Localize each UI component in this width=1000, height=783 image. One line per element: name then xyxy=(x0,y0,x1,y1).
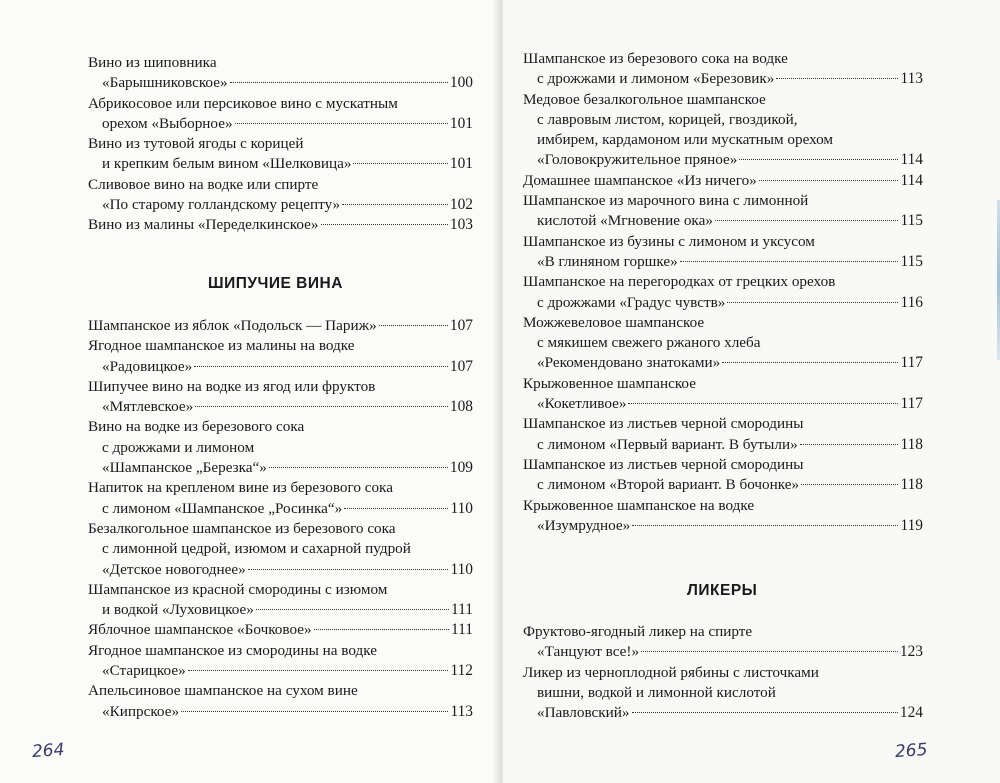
toc-entry-final-line xyxy=(88,154,473,174)
toc-page-number: 101 xyxy=(449,114,473,132)
toc-entry-line: Шампанское из красной смородины с изюмом xyxy=(88,580,388,598)
toc-page-number: 100 xyxy=(449,74,473,92)
toc-page-number: 114 xyxy=(900,151,923,169)
toc-page-number: 112 xyxy=(450,662,473,680)
left-toc-bottom xyxy=(88,316,473,722)
toc-entry-title: «Кокетливое» xyxy=(537,395,627,413)
toc-page-number: 113 xyxy=(900,70,923,88)
toc-page-number: 115 xyxy=(900,252,923,270)
toc-page-number: 110 xyxy=(450,499,473,517)
toc-entry-line: Шампанское из березового сока на водке xyxy=(523,50,788,67)
toc-entry[interactable] xyxy=(88,316,473,336)
toc-entry-line: Ликер из черноплодной рябины с листочками xyxy=(523,663,819,681)
toc-entry-title: «Танцуют все!» xyxy=(537,643,640,661)
toc-entry-line: Безалкогольное шампанское из березового сока xyxy=(88,519,396,537)
toc-entry[interactable] xyxy=(88,519,473,580)
toc-entry-title: «Барышниковское» xyxy=(102,74,228,92)
toc-entry-final-line xyxy=(523,642,923,662)
toc-entry-final-line xyxy=(523,252,923,272)
dot-leader xyxy=(314,629,449,630)
toc-entry-final-line xyxy=(88,702,473,722)
toc-entry-title: «Шампанское „Березка“» xyxy=(102,459,267,477)
toc-entry-final-line xyxy=(88,397,473,417)
right-section-title: ЛИКЕРЫ xyxy=(687,582,758,599)
toc-entry-title: и крепким белым вином «Шелковица» xyxy=(102,155,352,173)
dot-leader xyxy=(256,609,449,610)
toc-entry-line: с дрожжами и лимоном xyxy=(102,438,255,456)
toc-page-number: 115 xyxy=(900,212,923,230)
toc-entry-title: с дрожжами и лимоном «Березовик» xyxy=(537,70,775,88)
toc-entry-line: имбирем, кардамоном или мускатным орехом xyxy=(537,131,834,149)
toc-page-number: 111 xyxy=(451,601,473,619)
toc-entry[interactable] xyxy=(88,175,473,216)
toc-entry[interactable] xyxy=(523,171,923,191)
toc-entry[interactable] xyxy=(523,313,923,374)
toc-entry-line: Сливовое вино на водке или спирте xyxy=(88,175,319,193)
toc-entry-line: Шипучее вино на водке из ягод или фруктов xyxy=(88,377,376,395)
toc-page-number: 109 xyxy=(449,459,473,477)
dot-leader xyxy=(715,220,899,221)
dot-leader xyxy=(776,78,898,79)
toc-entry-title: «В глиняном горшке» xyxy=(537,252,678,270)
toc-entry-line: Шампанское из марочного вина с лимонной xyxy=(523,192,809,210)
toc-entry-final-line xyxy=(523,353,923,373)
toc-page-number: 119 xyxy=(900,516,923,534)
toc-entry[interactable] xyxy=(523,272,923,313)
toc-entry-title: и водкой «Луховицкое» xyxy=(102,601,254,619)
toc-entry-title: с лимоном «Шампанское „Росинка“» xyxy=(102,499,343,517)
toc-page-number: 118 xyxy=(900,476,923,494)
dot-leader xyxy=(379,325,448,326)
toc-entry-title: «Мятлевское» xyxy=(102,398,194,416)
toc-page-number: 117 xyxy=(900,354,923,372)
left-handwritten-page-number: 264 xyxy=(31,739,66,763)
dot-leader xyxy=(353,163,447,164)
dot-leader xyxy=(800,444,899,445)
toc-entry-final-line xyxy=(88,357,473,377)
toc-entry-final-line xyxy=(88,458,473,478)
toc-entry-line: Медовое безалкогольное шампанское xyxy=(523,90,766,108)
toc-entry-final-line xyxy=(523,435,923,455)
toc-entry-line: с лавровым листом, корицей, гвоздикой, xyxy=(537,110,798,128)
dot-leader xyxy=(181,711,448,712)
toc-entry-line: вишни, водкой и лимонной кислотой xyxy=(537,683,776,701)
toc-page-number: 102 xyxy=(449,196,473,214)
toc-entry-title: «Рекомендовано знатоками» xyxy=(537,354,721,372)
dot-leader xyxy=(269,467,448,468)
toc-page-number: 107 xyxy=(449,357,473,375)
toc-page-number: 107 xyxy=(449,317,473,334)
toc-page-number: 124 xyxy=(899,704,923,722)
toc-page-number: 116 xyxy=(900,293,923,311)
toc-entry[interactable] xyxy=(88,336,473,377)
right-handwritten-page-number: 265 xyxy=(894,739,929,763)
toc-entry[interactable] xyxy=(523,90,923,171)
toc-entry-final-line xyxy=(523,171,923,191)
toc-entry-title: «Изумрудное» xyxy=(537,516,631,534)
toc-entry-title: «Головокружительное пряное» xyxy=(537,151,738,169)
left-page xyxy=(0,0,497,783)
toc-entry-line: Можжевеловое шампанское xyxy=(523,313,705,331)
dot-leader xyxy=(248,569,449,570)
toc-page-number: 123 xyxy=(899,643,923,661)
dot-leader xyxy=(195,406,448,407)
toc-entry-title: с дрожжами «Градус чувств» xyxy=(537,293,726,311)
toc-entry[interactable] xyxy=(523,232,923,273)
toc-page-number: 110 xyxy=(450,560,473,578)
toc-entry-line: Фруктово-ягодный ликер на спирте xyxy=(523,623,753,640)
toc-page-number: 118 xyxy=(900,435,923,453)
toc-entry-line: Шампанское из бузины с лимоном и уксусом xyxy=(523,232,815,250)
toc-entry-title: «Старицкое» xyxy=(102,662,186,680)
dot-leader xyxy=(230,82,448,83)
toc-entry-title: Шампанское из яблок «Подольск — Париж» xyxy=(88,317,377,334)
dot-leader xyxy=(641,651,898,652)
right-toc-bottom xyxy=(523,622,923,723)
toc-entry-line: Шампанское из листьев черной смородины xyxy=(523,455,804,473)
left-toc-top xyxy=(88,53,473,236)
left-section-title: ШИПУЧИЕ ВИНА xyxy=(208,275,343,292)
toc-entry-title: «Павловский» xyxy=(537,704,630,722)
dot-leader xyxy=(628,403,898,404)
toc-entry[interactable] xyxy=(88,417,473,478)
toc-entry[interactable] xyxy=(88,53,473,94)
toc-entry-final-line xyxy=(88,661,473,681)
toc-entry-title: с лимоном «Первый вариант. В бутыли» xyxy=(537,435,798,453)
toc-page-number: 108 xyxy=(449,398,473,416)
toc-entry-title: кислотой «Мгновение ока» xyxy=(537,212,713,230)
toc-entry-line: Абрикосовое или персиковое вино с мускатным xyxy=(88,94,398,112)
toc-entry-final-line xyxy=(88,215,473,235)
dot-leader xyxy=(194,366,448,367)
dot-leader xyxy=(801,484,898,485)
toc-entry-final-line xyxy=(88,73,473,93)
dot-leader xyxy=(321,224,448,225)
toc-entry-final-line xyxy=(523,211,923,231)
toc-entry-title: орехом «Выборное» xyxy=(102,114,233,132)
dot-leader xyxy=(188,670,449,671)
toc-entry[interactable] xyxy=(523,455,923,496)
toc-entry-final-line xyxy=(523,475,923,495)
toc-entry-line: Вино из шиповника xyxy=(88,54,217,71)
toc-entry-final-line xyxy=(523,394,923,414)
toc-entry-final-line xyxy=(523,69,923,89)
toc-entry-line: с лимонной цедрой, изюмом и сахарной пудрой xyxy=(102,540,411,558)
toc-entry-title: «Детское новогоднее» xyxy=(102,560,246,578)
toc-entry[interactable] xyxy=(523,496,923,537)
toc-entry[interactable] xyxy=(88,620,473,640)
dot-leader xyxy=(235,123,448,124)
toc-entry[interactable] xyxy=(88,215,473,235)
toc-entry-line: Шампанское на перегородках от грецких орехов xyxy=(523,273,836,291)
toc-entry-final-line xyxy=(88,620,473,640)
toc-page-number: 101 xyxy=(449,155,473,173)
dot-leader xyxy=(739,159,898,160)
toc-entry-final-line xyxy=(523,516,923,536)
toc-entry-final-line xyxy=(523,293,923,313)
toc-entry-title: Яблочное шампанское «Бочковое» xyxy=(88,621,312,639)
toc-entry[interactable] xyxy=(88,94,473,135)
toc-page-number: 114 xyxy=(900,171,923,189)
toc-entry-final-line xyxy=(88,499,473,519)
toc-entry[interactable] xyxy=(88,377,473,418)
toc-entry-final-line xyxy=(523,703,923,723)
toc-entry[interactable] xyxy=(523,663,923,724)
dot-leader xyxy=(680,261,899,262)
toc-entry-final-line xyxy=(523,150,923,170)
toc-entry[interactable] xyxy=(523,49,923,90)
toc-entry-title: с лимоном «Второй вариант. В бочонке» xyxy=(537,476,800,494)
toc-entry[interactable] xyxy=(88,641,473,682)
toc-entry[interactable] xyxy=(88,681,473,722)
dot-leader xyxy=(759,180,899,181)
toc-entry[interactable] xyxy=(523,622,923,663)
toc-entry[interactable] xyxy=(523,374,923,415)
toc-entry[interactable] xyxy=(523,414,923,455)
dot-leader xyxy=(727,302,898,303)
toc-entry-line: Крыжовенное шампанское на водке xyxy=(523,496,755,514)
toc-page-number: 117 xyxy=(900,395,923,413)
toc-entry-final-line xyxy=(88,600,473,620)
toc-entry-line: Напиток на крепленом вине из березового сока xyxy=(88,479,393,497)
toc-entry-line: Шампанское из листьев черной смородины xyxy=(523,415,804,433)
toc-entry-title: «Радовицкое» xyxy=(102,357,193,375)
toc-entry[interactable] xyxy=(88,478,473,519)
toc-entry-final-line xyxy=(88,560,473,580)
toc-entry-line: Ягодное шампанское из малины на водке xyxy=(88,337,355,355)
toc-entry-final-line xyxy=(88,195,473,215)
toc-entry-title: Вино из малины «Переделкинское» xyxy=(88,216,319,234)
toc-entry[interactable] xyxy=(523,191,923,232)
toc-entry-title: Домашнее шампанское «Из ничего» xyxy=(523,171,757,189)
toc-entry[interactable] xyxy=(88,134,473,175)
dot-leader xyxy=(344,508,448,509)
toc-entry-line: Апельсиновое шампанское на сухом вине xyxy=(88,682,358,700)
toc-entry-final-line xyxy=(88,316,473,336)
toc-entry-line: Ягодное шампанское из смородины на водке xyxy=(88,641,377,659)
dot-leader xyxy=(632,525,898,526)
toc-entry-line: с мякишем свежего ржаного хлеба xyxy=(537,334,761,352)
dot-leader xyxy=(632,712,898,713)
toc-page-number: 103 xyxy=(449,216,473,234)
toc-entry-title: «Кипрское» xyxy=(102,702,180,720)
toc-page-number: 111 xyxy=(451,621,473,639)
toc-entry-final-line xyxy=(88,114,473,134)
toc-entry-line: Вино на водке из березового сока xyxy=(88,418,305,436)
dot-leader xyxy=(722,362,898,363)
dot-leader xyxy=(342,204,448,205)
toc-entry[interactable] xyxy=(88,580,473,621)
toc-entry-line: Крыжовенное шампанское xyxy=(523,374,696,392)
toc-page-number: 113 xyxy=(450,702,473,720)
right-toc-top xyxy=(523,49,923,536)
toc-entry-line: Вино из тутовой ягоды с корицей xyxy=(88,135,304,153)
right-page xyxy=(503,0,1000,783)
toc-entry-title: «По старому голландскому рецепту» xyxy=(102,196,341,214)
